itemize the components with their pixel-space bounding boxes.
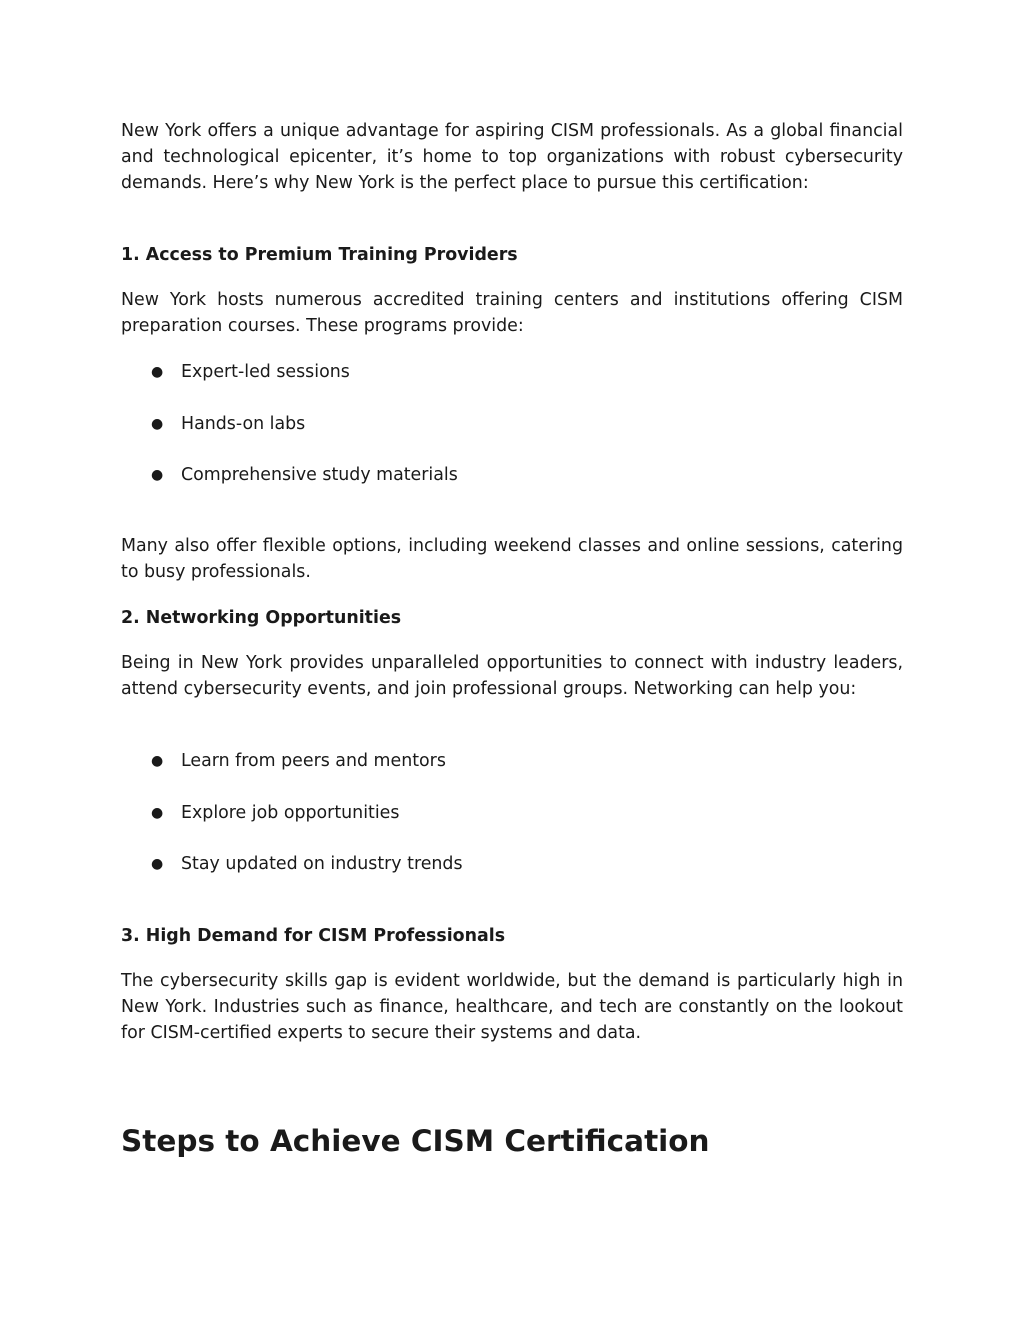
section-heading-networking: 2. Networking Opportunities (121, 608, 402, 628)
bullet-icon: ● (151, 805, 164, 821)
list-item-text: Learn from peers and mentors (181, 751, 446, 771)
steps-heading: Steps to Achieve CISM Certification (121, 1124, 710, 1158)
training-paragraph: New York hosts numerous accredited training centers and institutions offering CISM preparation courses. These programs provide: (121, 290, 903, 336)
list-item (151, 851, 463, 877)
list-item (151, 411, 305, 437)
list-item (151, 748, 446, 774)
list-item-text: Explore job opportunities (181, 803, 400, 823)
list-item-text: Stay updated on industry trends (181, 854, 463, 874)
list-item-text: Hands-on labs (181, 414, 306, 434)
list-item (151, 359, 350, 385)
list-item-text: Comprehensive study materials (181, 465, 458, 485)
bullet-icon: ● (151, 856, 164, 872)
intro-paragraph: New York offers a unique advantage for aspiring CISM professionals. As a global financial and technological epicenter, it’s home to top organizations with robust cybersecurity demands. Here’s why New York is the perfect place to pursue this certification: (121, 121, 903, 193)
bullet-icon: ● (151, 753, 164, 769)
bullet-icon: ● (151, 416, 164, 432)
list-item-text: Expert-led sessions (181, 362, 350, 382)
bullet-icon: ● (151, 467, 164, 483)
demand-paragraph: The cybersecurity skills gap is evident worldwide, but the demand is particularly high in New York. Industries such as finance, healthcare, and tech are constantly on the lookout for CISM-certified experts to secure their systems and data. (121, 971, 903, 1043)
bullet-icon: ● (151, 364, 164, 380)
list-item (151, 800, 399, 826)
flexible-options-paragraph: Many also offer flexible options, including weekend classes and online sessions, catering to busy professionals. (121, 536, 903, 582)
section-heading-demand: 3. High Demand for CISM Professionals (121, 926, 506, 946)
section-heading-training: 1. Access to Premium Training Providers (121, 245, 518, 265)
networking-paragraph: Being in New York provides unparalleled opportunities to connect with industry leaders, attend cybersecurity events, and join professional groups. Networking can help you: (121, 653, 903, 699)
list-item (151, 462, 458, 488)
